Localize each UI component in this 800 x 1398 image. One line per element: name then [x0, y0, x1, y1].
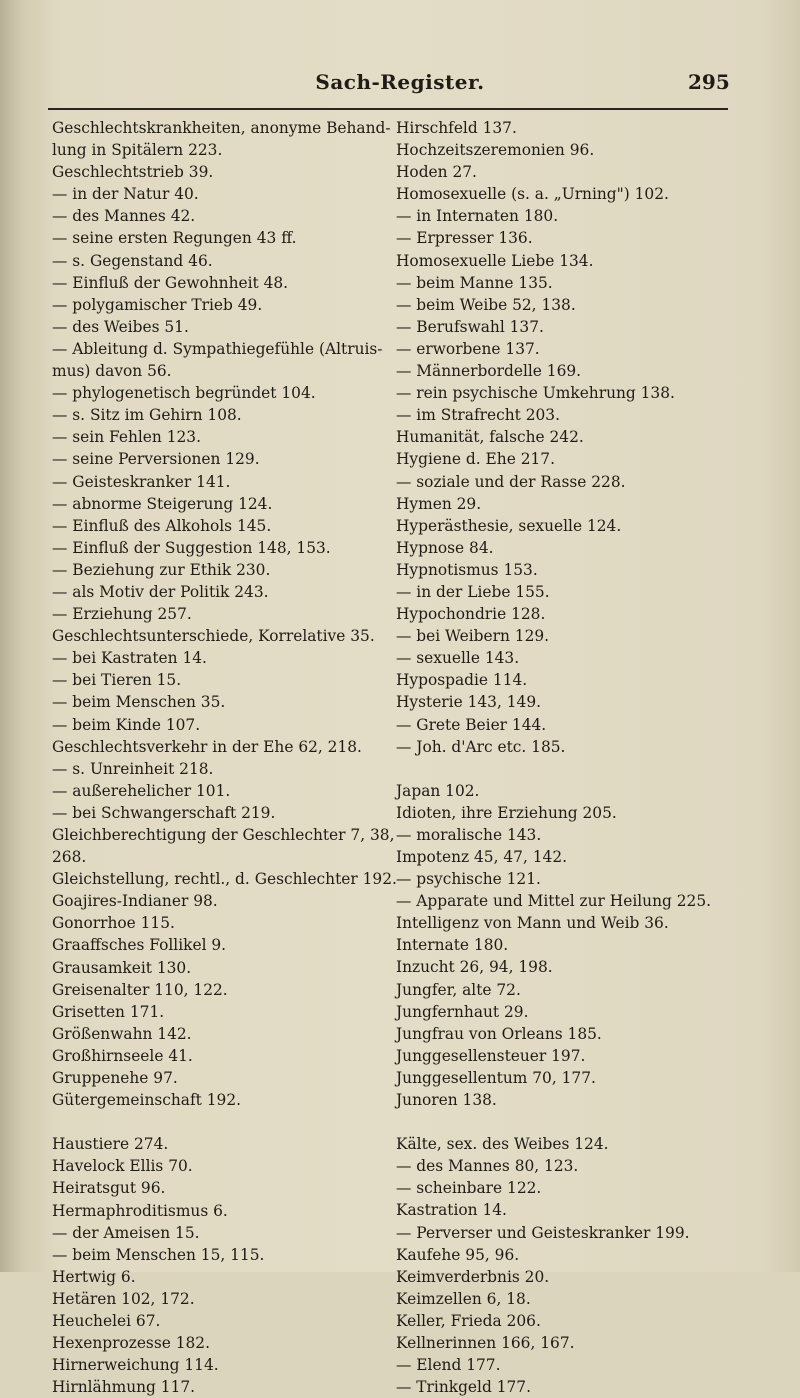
index-entry: — Beziehung zur Ethik 230.	[52, 560, 271, 579]
index-entry: — in der Natur 40.	[52, 185, 199, 204]
header-rule	[48, 108, 728, 110]
index-entry: Größenwahn 142.	[52, 1024, 192, 1043]
index-entry: Haustiere 274.	[52, 1135, 169, 1154]
index-entry: — bei Schwangerschaft 219.	[52, 803, 276, 822]
index-entry: — erworbene 137.	[396, 339, 540, 358]
index-entry: Gleichstellung, rechtl., d. Geschlechter 192.	[52, 870, 397, 889]
index-entry: — bei Kastraten 14.	[52, 649, 207, 668]
index-entry: Idioten, ihre Erziehung 205.	[396, 803, 617, 822]
index-entry: Keimzellen 6, 18.	[396, 1289, 531, 1308]
page-header	[0, 70, 800, 100]
index-entry: Kälte, sex. des Weibes 124.	[396, 1135, 609, 1154]
index-entry: Hypospadie 114.	[396, 671, 528, 690]
index-entry: Hypnotismus 153.	[396, 560, 538, 579]
index-entry: Heiratsgut 96.	[52, 1179, 166, 1198]
index-entry: — s. Sitz im Gehirn 108.	[52, 406, 242, 425]
index-entry: Gütergemeinschaft 192.	[52, 1091, 242, 1110]
index-entry: Hypochondrie 128.	[396, 605, 546, 624]
index-entry: — der Ameisen 15.	[52, 1223, 200, 1242]
index-entry: mus) davon 56.	[52, 362, 172, 381]
index-entry: Hypnose 84.	[396, 538, 494, 557]
index-entry: — als Motiv der Politik 243.	[52, 582, 269, 601]
index-entry: Hirschfeld 137.	[396, 119, 517, 137]
index-entry: Hyperästhesie, sexuelle 124.	[396, 516, 622, 535]
index-entry: — des Weibes 51.	[52, 317, 189, 336]
index-entry: Gruppenehe 97.	[52, 1069, 178, 1088]
index-entry: — Grete Beier 144.	[396, 715, 547, 734]
index-entry: Impotenz 45, 47, 142.	[396, 848, 568, 866]
index-entry: — bei Weibern 129.	[396, 627, 550, 646]
section-gap	[396, 758, 746, 780]
index-entry: — Ableitung d. Sympathiegefühle (Altruis-	[52, 339, 383, 358]
index-column-left	[52, 117, 397, 1398]
index-entry: — sexuelle 143.	[396, 649, 520, 668]
index-entry: — seine Perversionen 129.	[52, 450, 260, 469]
index-entry: — Berufswahl 137.	[396, 317, 544, 336]
index-entry: Junggesellentum 70, 177.	[396, 1068, 596, 1087]
index-entry: Heuchelei 67.	[52, 1311, 161, 1330]
index-entry: — scheinbare 122.	[396, 1179, 542, 1198]
index-entry: — Einfluß der Suggestion 148, 153.	[52, 538, 331, 557]
index-entry: Hexenprozesse 182.	[52, 1334, 210, 1353]
index-entry: — s. Unreinheit 218.	[52, 759, 214, 778]
index-entry: — beim Kinde 107.	[52, 715, 201, 734]
index-entry: Jungfrau von Orleans 185.	[396, 1024, 602, 1043]
index-entry: Hermaphroditismus 6.	[52, 1201, 228, 1220]
index-entry: Gleichberechtigung der Geschlechter 7, 38,	[52, 826, 395, 844]
index-entry: Jungfer, alte 72.	[396, 980, 521, 999]
index-entry: — s. Gegenstand 46.	[52, 251, 213, 270]
index-entry: — bei Tieren 15.	[52, 671, 182, 690]
index-entry: — des Mannes 80, 123.	[396, 1157, 579, 1176]
index-entry: Homosexuelle Liebe 134.	[396, 251, 594, 270]
index-entry: Keimverderbnis 20.	[396, 1267, 550, 1286]
index-entry: Kaufehe 95, 96.	[396, 1245, 520, 1264]
index-entry: — seine ersten Regungen 43 ff.	[52, 229, 297, 248]
index-entry: — Apparate und Mittel zur Heilung 225.	[396, 892, 712, 911]
index-entry: Greisenalter 110, 122.	[52, 980, 228, 999]
index-entry: — Erziehung 257.	[52, 605, 192, 624]
index-entry: lung in Spitälern 223.	[52, 141, 223, 160]
section-gap	[52, 1111, 392, 1133]
index-entry: Intelligenz von Mann und Weib 36.	[396, 914, 669, 933]
index-entry: Hirnerweichung 114.	[52, 1356, 219, 1375]
index-entry: Grisetten 171.	[52, 1002, 165, 1021]
index-entry: Junoren 138.	[396, 1091, 497, 1110]
index-entry: — phylogenetisch begründet 104.	[52, 384, 316, 403]
index-entry: Hertwig 6.	[52, 1267, 136, 1286]
index-entry: Geschlechtskrankheiten, anonyme Behand-	[52, 119, 391, 137]
index-entry: Geschlechtsverkehr in der Ehe 62, 218.	[52, 737, 362, 756]
index-entry: Jungfernhaut 29.	[396, 1002, 529, 1021]
index-entry: Hymen 29.	[396, 494, 482, 513]
index-entry: Havelock Ellis 70.	[52, 1157, 193, 1176]
index-entry: Internate 180.	[396, 936, 509, 955]
index-entry: — Elend 177.	[396, 1356, 501, 1375]
index-entry: Hochzeitszeremonien 96.	[396, 141, 595, 160]
index-entry: Gonorrhoe 115.	[52, 914, 175, 933]
index-entry: — im Strafrecht 203.	[396, 406, 560, 425]
index-entry: — des Mannes 42.	[52, 207, 196, 226]
index-entry: Geschlechtstrieb 39.	[52, 163, 214, 182]
index-entry: Inzucht 26, 94, 198.	[396, 958, 553, 977]
index-entry: — beim Menschen 15, 115.	[52, 1245, 265, 1264]
index-entry: — Einfluß des Alkohols 145.	[52, 516, 272, 535]
index-entry: Humanität, falsche 242.	[396, 428, 584, 447]
index-entry: Hygiene d. Ehe 217.	[396, 450, 555, 469]
index-entry: — Einfluß der Gewohnheit 48.	[52, 273, 289, 292]
index-entry: Großhirnseele 41.	[52, 1046, 193, 1065]
index-entry: — sein Fehlen 123.	[52, 428, 201, 447]
index-entry: — rein psychische Umkehrung 138.	[396, 384, 675, 403]
index-entry: 268.	[52, 848, 87, 867]
index-entry: Keller, Frieda 206.	[396, 1311, 541, 1330]
index-entry: — psychische 121.	[396, 870, 541, 889]
index-entry: Goajires-Indianer 98.	[52, 892, 218, 911]
index-entry: — soziale und der Rasse 228.	[396, 472, 626, 491]
index-column-right	[396, 117, 746, 1398]
index-entry: — moralische 143.	[396, 825, 542, 844]
index-entry: Graaffsches Follikel 9.	[52, 936, 227, 955]
index-entry: — Perverser und Geisteskranker 199.	[396, 1223, 690, 1242]
index-entry: Hirnlähmung 117.	[52, 1378, 196, 1397]
index-entry: Junggesellensteuer 197.	[396, 1046, 586, 1065]
index-entry: — beim Manne 135.	[396, 273, 553, 292]
index-entry: — in der Liebe 155.	[396, 582, 550, 601]
index-entry: — beim Weibe 52, 138.	[396, 295, 576, 314]
index-entry: Homosexuelle (s. a. „Urning") 102.	[396, 185, 669, 204]
index-entry: Grausamkeit 130.	[52, 958, 192, 977]
index-entry: Hoden 27.	[396, 163, 477, 182]
index-entry: — außerehelicher 101.	[52, 781, 231, 800]
index-entry: — Trinkgeld 177.	[396, 1378, 531, 1397]
index-entry: — abnorme Steigerung 124.	[52, 494, 273, 513]
index-entry: — Erpresser 136.	[396, 229, 533, 248]
index-entry: Japan 102.	[396, 781, 480, 800]
section-gap	[396, 1111, 746, 1133]
index-entry: — Männerbordelle 169.	[396, 362, 582, 381]
index-entry: — beim Menschen 35.	[52, 693, 226, 712]
index-entry: — Geisteskranker 141.	[52, 472, 231, 491]
index-entry: Hysterie 143, 149.	[396, 693, 542, 712]
index-entry: Kastration 14.	[396, 1201, 507, 1220]
index-entry: Kellnerinnen 166, 167.	[396, 1333, 575, 1352]
index-entry: Hetären 102, 172.	[52, 1289, 195, 1308]
index-entry: — Joh. d'Arc etc. 185.	[396, 737, 566, 756]
page-number: 295	[688, 70, 730, 94]
index-entry: — polygamischer Trieb 49.	[52, 295, 263, 314]
index-entry: Geschlechtsunterschiede, Korrelative 35.	[52, 627, 375, 646]
running-head: Sach-Register.	[315, 70, 485, 94]
index-entry: — in Internaten 180.	[396, 207, 559, 226]
